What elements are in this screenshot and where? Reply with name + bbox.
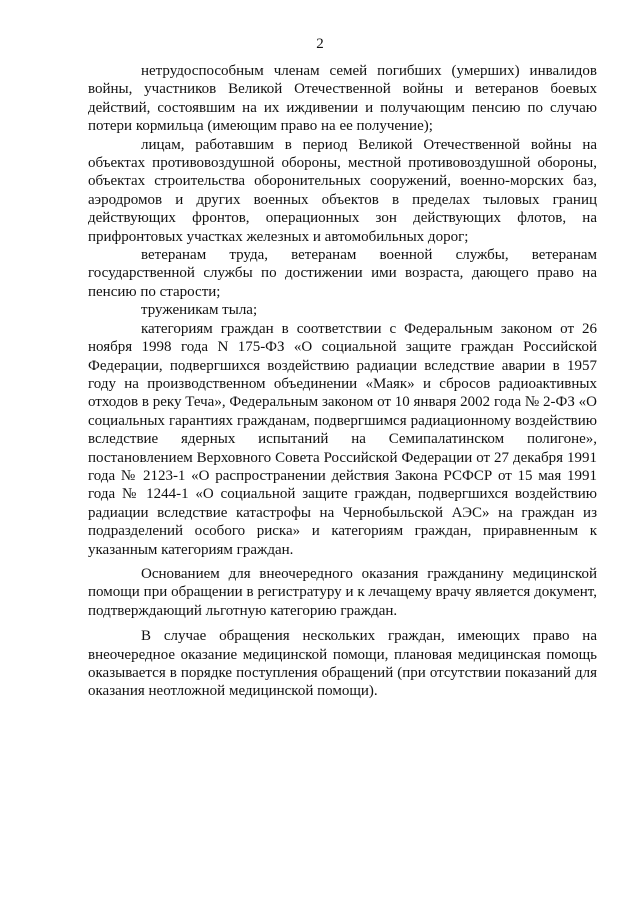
paragraph-labor-veterans: ветеранам труда, ветеранам военной службы, ветеранам государственной службы по достижении ими возраста, дающего право на пенсию по старости; (88, 247, 597, 300)
paragraph-disabled-war-families: нетрудоспособным членам семей погибших (умерших) инвалидов войны, участников Великой Отечественной войны и ветеранов боевых действий, состоявшим на их иждивении и получающим пенсию по случаю потери кормильца (имеющим право на ее получение); (88, 63, 597, 135)
paragraph-wartime-defense-workers: лицам, работавшим в период Великой Отечественной войны на объектах противовоздушной обороны, местной противовоздушной обороны, объектах строительства оборонительных сооружений, военно-морских баз, аэродромов и других военных объектов в пределах тыловых границ действующих фронтов, операционных зон действующих флотов, на прифронтовых участках железных и автомобильных дорог; (88, 136, 597, 245)
paragraph-home-front-workers: труженикам тыла; (141, 302, 258, 319)
paragraph-radiation-categories: категориям граждан в соответствии с Федеральным законом от 26 ноября 1998 года N 175-ФЗ «О социальной защите граждан Российской Федерации, подвергшихся воздействию радиации вследствие аварии в 1957 году на производственном объединении «Маяк» и сбросов радиоактивных отходов в реку Теча», Федеральным законом от 10 января 2002 года № 2-ФЗ «О социальных гарантиях гражданам, подвергшимся радиационному воздействию вследствие ядерных испытаний на Семипалатинском полигоне», постановлением Верховного Совета Российской Федерации от 27 декабря 1991 года № 2123-1 «О распространении действия Закона РСФСР от 15 мая 1991 года № 1244-1 «О социальной защите граждан, подвергшихся воздействию радиации вследствие катастрофы на Чернобыльской АЭС» на граждан из подразделений особого риска» и категориям граждан, приравненным к указанным категориям граждан. (88, 320, 597, 558)
document-body (88, 62, 597, 701)
paragraph-basis-for-priority: Основанием для внеочередного оказания гражданину медицинской помощи при обращении в регистратуру и к лечащему врачу является документ, подтверждающий льготную категорию граждан. (88, 565, 597, 619)
paragraph-multiple-requests: В случае обращения нескольких граждан, имеющих право на внеочередное оказание медицинской помощи, плановая медицинская помощь оказывается в порядке поступления обращений (при отсутствии показаний для оказания неотложной медицинской помощи). (88, 628, 597, 700)
page-number: 2 (316, 36, 324, 52)
